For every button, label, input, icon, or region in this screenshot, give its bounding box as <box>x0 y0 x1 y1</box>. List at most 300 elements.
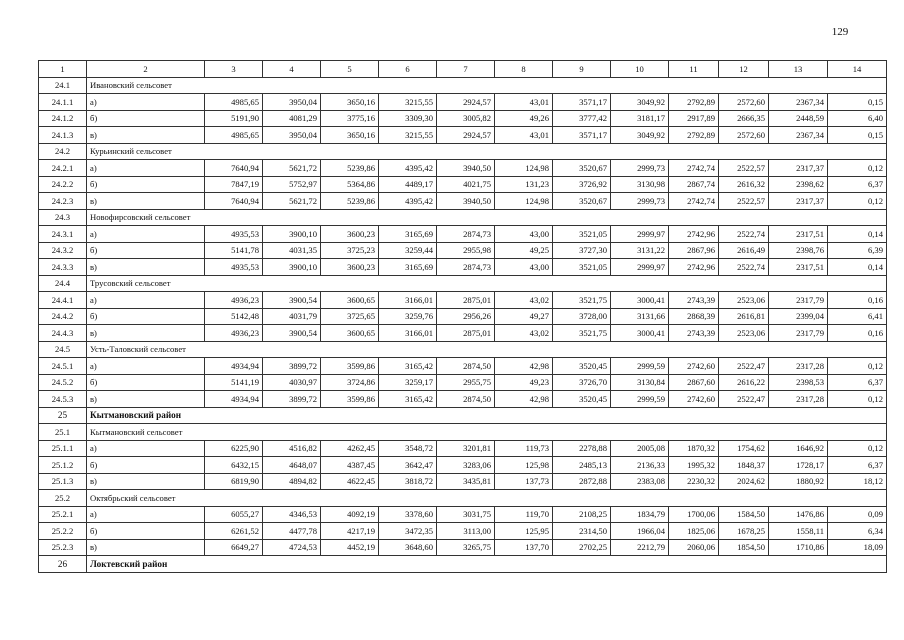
table-cell: 4346,53 <box>263 506 321 523</box>
table-row <box>39 259 887 276</box>
row-code: 25.2 <box>39 490 87 507</box>
table-cell: 0,12 <box>828 193 887 210</box>
row-option: б) <box>87 457 205 474</box>
table-cell: 0,12 <box>828 391 887 408</box>
table-cell: 4489,17 <box>379 176 437 193</box>
row-option: в) <box>87 391 205 408</box>
table-cell: 3950,04 <box>263 94 321 111</box>
table-cell: 124,98 <box>495 193 553 210</box>
table-cell: 6819,90 <box>205 473 263 490</box>
settlement-name: Кытмановский сельсовет <box>87 424 887 441</box>
table-cell: 4081,29 <box>263 110 321 127</box>
table-cell: 2999,73 <box>611 160 669 177</box>
table-cell: 3728,00 <box>553 308 611 325</box>
row-option: а) <box>87 160 205 177</box>
section-row <box>39 424 887 441</box>
table-cell: 3950,04 <box>263 127 321 144</box>
table-cell: 3571,17 <box>553 94 611 111</box>
table-cell: 49,25 <box>495 242 553 259</box>
row-code: 24.5.1 <box>39 358 87 375</box>
table-cell: 3259,44 <box>379 242 437 259</box>
table-cell: 2867,60 <box>669 374 719 391</box>
table-cell: 3166,01 <box>379 325 437 342</box>
column-header: 12 <box>719 61 769 78</box>
column-header: 5 <box>321 61 379 78</box>
table-cell: 2522,57 <box>719 160 769 177</box>
table-cell: 5142,48 <box>205 308 263 325</box>
table-cell: 3131,66 <box>611 308 669 325</box>
row-code: 24.2.1 <box>39 160 87 177</box>
table-cell: 6055,27 <box>205 506 263 523</box>
row-code: 24.4.3 <box>39 325 87 342</box>
column-header: 7 <box>437 61 495 78</box>
table-cell: 2792,89 <box>669 127 719 144</box>
table-cell: 119,70 <box>495 506 553 523</box>
column-header: 10 <box>611 61 669 78</box>
row-option: в) <box>87 259 205 276</box>
table-cell: 3166,01 <box>379 292 437 309</box>
table-cell: 2924,57 <box>437 94 495 111</box>
table-cell: 42,98 <box>495 391 553 408</box>
column-header: 14 <box>828 61 887 78</box>
district-row <box>39 407 887 424</box>
table-cell: 43,02 <box>495 325 553 342</box>
table-row <box>39 110 887 127</box>
row-code: 24.1.3 <box>39 127 87 144</box>
section-row <box>39 341 887 358</box>
table-cell: 2742,74 <box>669 160 719 177</box>
table-cell: 6,37 <box>828 374 887 391</box>
table-cell: 4387,45 <box>321 457 379 474</box>
row-option: в) <box>87 473 205 490</box>
table-cell: 4985,65 <box>205 127 263 144</box>
table-cell: 2317,28 <box>769 358 828 375</box>
table-cell: 3215,55 <box>379 94 437 111</box>
table-cell: 6261,52 <box>205 523 263 540</box>
row-option: б) <box>87 110 205 127</box>
row-code: 24.3.2 <box>39 242 87 259</box>
table-cell: 3215,55 <box>379 127 437 144</box>
column-header: 13 <box>769 61 828 78</box>
table-cell: 4021,75 <box>437 176 495 193</box>
table-cell: 0,14 <box>828 259 887 276</box>
table-cell: 2317,79 <box>769 292 828 309</box>
table-cell: 3265,75 <box>437 539 495 556</box>
table-cell: 2523,06 <box>719 292 769 309</box>
table-cell: 4985,65 <box>205 94 263 111</box>
row-code: 25.2.3 <box>39 539 87 556</box>
row-option: б) <box>87 242 205 259</box>
header-row <box>39 61 887 78</box>
table-cell: 2367,34 <box>769 94 828 111</box>
table-cell: 3165,42 <box>379 358 437 375</box>
row-code: 24.5.2 <box>39 374 87 391</box>
table-cell: 3600,65 <box>321 325 379 342</box>
table-cell: 125,95 <box>495 523 553 540</box>
row-option: в) <box>87 127 205 144</box>
row-option: а) <box>87 292 205 309</box>
table-row <box>39 226 887 243</box>
table-cell: 2999,73 <box>611 193 669 210</box>
table-cell: 2522,57 <box>719 193 769 210</box>
table-cell: 3005,82 <box>437 110 495 127</box>
table-cell: 2398,76 <box>769 242 828 259</box>
table-cell: 2742,60 <box>669 358 719 375</box>
table-cell: 125,98 <box>495 457 553 474</box>
table-cell: 3650,16 <box>321 127 379 144</box>
table-cell: 2024,62 <box>719 473 769 490</box>
row-code: 24.1.2 <box>39 110 87 127</box>
table-cell: 6,39 <box>828 242 887 259</box>
table-cell: 1825,06 <box>669 523 719 540</box>
table-cell: 2868,39 <box>669 308 719 325</box>
table-cell: 3650,16 <box>321 94 379 111</box>
table-cell: 3283,06 <box>437 457 495 474</box>
table-cell: 3000,41 <box>611 325 669 342</box>
table-cell: 6,40 <box>828 110 887 127</box>
table-row <box>39 176 887 193</box>
table-cell: 3642,47 <box>379 457 437 474</box>
table-cell: 0,09 <box>828 506 887 523</box>
table-cell: 2522,74 <box>719 226 769 243</box>
table-cell: 0,16 <box>828 325 887 342</box>
table-cell: 5191,90 <box>205 110 263 127</box>
row-code: 25.2.1 <box>39 506 87 523</box>
table-cell: 3777,42 <box>553 110 611 127</box>
table-cell: 2317,37 <box>769 160 828 177</box>
table-cell: 3725,65 <box>321 308 379 325</box>
table-row <box>39 523 887 540</box>
column-header: 2 <box>87 61 205 78</box>
table-cell: 4935,53 <box>205 226 263 243</box>
table-cell: 119,73 <box>495 440 553 457</box>
table-cell: 3520,67 <box>553 160 611 177</box>
table-cell: 4936,23 <box>205 325 263 342</box>
table-cell: 3049,92 <box>611 94 669 111</box>
table-cell: 3520,45 <box>553 391 611 408</box>
table-cell: 3818,72 <box>379 473 437 490</box>
table-cell: 2999,97 <box>611 226 669 243</box>
table-cell: 6432,15 <box>205 457 263 474</box>
table-cell: 6,34 <box>828 523 887 540</box>
table-row <box>39 358 887 375</box>
table-cell: 2874,73 <box>437 259 495 276</box>
table-cell: 3571,17 <box>553 127 611 144</box>
row-option: б) <box>87 523 205 540</box>
table-cell: 2874,50 <box>437 358 495 375</box>
table-cell: 3165,69 <box>379 259 437 276</box>
table-cell: 3031,75 <box>437 506 495 523</box>
table-cell: 3520,67 <box>553 193 611 210</box>
table-cell: 0,16 <box>828 292 887 309</box>
table-cell: 2917,89 <box>669 110 719 127</box>
table-cell: 7640,94 <box>205 193 263 210</box>
row-code: 24.2 <box>39 143 87 160</box>
tariff-table <box>38 60 887 573</box>
row-code: 24.3.1 <box>39 226 87 243</box>
table-cell: 2955,75 <box>437 374 495 391</box>
row-code: 24.4.2 <box>39 308 87 325</box>
table-cell: 4452,19 <box>321 539 379 556</box>
table-cell: 2317,37 <box>769 193 828 210</box>
table-cell: 3899,72 <box>263 391 321 408</box>
table-cell: 137,70 <box>495 539 553 556</box>
table-row <box>39 325 887 342</box>
table-cell: 3201,81 <box>437 440 495 457</box>
table-cell: 0,12 <box>828 160 887 177</box>
table-cell: 2212,79 <box>611 539 669 556</box>
table-cell: 43,02 <box>495 292 553 309</box>
table-row <box>39 473 887 490</box>
table-row <box>39 457 887 474</box>
district-row <box>39 556 887 573</box>
row-option: б) <box>87 176 205 193</box>
table-cell: 1584,50 <box>719 506 769 523</box>
table-body <box>39 61 887 573</box>
table-cell: 3521,05 <box>553 226 611 243</box>
table-cell: 3130,98 <box>611 176 669 193</box>
row-option: а) <box>87 440 205 457</box>
table-cell: 137,73 <box>495 473 553 490</box>
table-cell: 4648,07 <box>263 457 321 474</box>
table-cell: 2742,60 <box>669 391 719 408</box>
row-code: 24.2.3 <box>39 193 87 210</box>
column-header: 8 <box>495 61 553 78</box>
table-cell: 2108,25 <box>553 506 611 523</box>
row-option: в) <box>87 539 205 556</box>
table-cell: 3548,72 <box>379 440 437 457</box>
table-cell: 4477,78 <box>263 523 321 540</box>
row-code: 24.4.1 <box>39 292 87 309</box>
row-code: 24.1 <box>39 77 87 94</box>
table-cell: 3165,42 <box>379 391 437 408</box>
table-cell: 2616,32 <box>719 176 769 193</box>
table-cell: 1646,92 <box>769 440 828 457</box>
table-cell: 43,01 <box>495 94 553 111</box>
column-header: 6 <box>379 61 437 78</box>
table-cell: 2522,47 <box>719 391 769 408</box>
table-cell: 2523,06 <box>719 325 769 342</box>
table-cell: 49,26 <box>495 110 553 127</box>
table-cell: 3130,84 <box>611 374 669 391</box>
table-cell: 2924,57 <box>437 127 495 144</box>
table-cell: 2616,49 <box>719 242 769 259</box>
table-cell: 5239,86 <box>321 193 379 210</box>
table-cell: 3724,86 <box>321 374 379 391</box>
row-option: в) <box>87 325 205 342</box>
table-cell: 4395,42 <box>379 193 437 210</box>
table-cell: 6649,27 <box>205 539 263 556</box>
column-header: 1 <box>39 61 87 78</box>
table-cell: 2872,88 <box>553 473 611 490</box>
table-cell: 4934,94 <box>205 391 263 408</box>
table-cell: 42,98 <box>495 358 553 375</box>
table-cell: 5141,19 <box>205 374 263 391</box>
table-cell: 5141,78 <box>205 242 263 259</box>
table-row <box>39 374 887 391</box>
table-cell: 2875,01 <box>437 292 495 309</box>
table-cell: 4894,82 <box>263 473 321 490</box>
table-cell: 2398,53 <box>769 374 828 391</box>
table-cell: 2136,33 <box>611 457 669 474</box>
table-cell: 1870,32 <box>669 440 719 457</box>
table-cell: 0,15 <box>828 127 887 144</box>
table-cell: 3181,17 <box>611 110 669 127</box>
table-cell: 4724,53 <box>263 539 321 556</box>
table-cell: 4936,23 <box>205 292 263 309</box>
row-option: а) <box>87 226 205 243</box>
table-cell: 3725,23 <box>321 242 379 259</box>
table-cell: 5621,72 <box>263 160 321 177</box>
table-cell: 1880,92 <box>769 473 828 490</box>
table-cell: 2702,25 <box>553 539 611 556</box>
table-cell: 2317,51 <box>769 226 828 243</box>
table-cell: 3600,23 <box>321 226 379 243</box>
table-cell: 3435,81 <box>437 473 495 490</box>
table-cell: 3309,30 <box>379 110 437 127</box>
row-code: 24.3 <box>39 209 87 226</box>
table-cell: 2875,01 <box>437 325 495 342</box>
table-cell: 4092,19 <box>321 506 379 523</box>
table-row <box>39 160 887 177</box>
table-cell: 2743,39 <box>669 325 719 342</box>
table-cell: 3599,86 <box>321 391 379 408</box>
table-cell: 2398,62 <box>769 176 828 193</box>
section-row <box>39 143 887 160</box>
table-cell: 4030,97 <box>263 374 321 391</box>
table-cell: 5752,97 <box>263 176 321 193</box>
table-cell: 2278,88 <box>553 440 611 457</box>
row-code: 24.5 <box>39 341 87 358</box>
table-cell: 6,37 <box>828 457 887 474</box>
table-cell: 2867,74 <box>669 176 719 193</box>
table-cell: 4031,35 <box>263 242 321 259</box>
table-cell: 2383,08 <box>611 473 669 490</box>
table-cell: 5364,86 <box>321 176 379 193</box>
table-cell: 2956,26 <box>437 308 495 325</box>
table-cell: 1848,37 <box>719 457 769 474</box>
row-code: 24.5.3 <box>39 391 87 408</box>
table-cell: 4516,82 <box>263 440 321 457</box>
table-cell: 2867,96 <box>669 242 719 259</box>
settlement-name: Усть-Таловский сельсовет <box>87 341 887 358</box>
row-code: 25.1.1 <box>39 440 87 457</box>
table-cell: 2522,47 <box>719 358 769 375</box>
table-cell: 3113,00 <box>437 523 495 540</box>
page-number: 129 <box>831 26 849 38</box>
column-header: 4 <box>263 61 321 78</box>
row-code: 24.2.2 <box>39 176 87 193</box>
table-cell: 2230,32 <box>669 473 719 490</box>
table-row <box>39 94 887 111</box>
table-row <box>39 292 887 309</box>
table-cell: 124,98 <box>495 160 553 177</box>
table-cell: 2999,59 <box>611 391 669 408</box>
table-cell: 43,01 <box>495 127 553 144</box>
table-cell: 1995,32 <box>669 457 719 474</box>
table-cell: 2367,34 <box>769 127 828 144</box>
table-cell: 3900,10 <box>263 259 321 276</box>
table-cell: 2616,81 <box>719 308 769 325</box>
table-cell: 2742,74 <box>669 193 719 210</box>
table-cell: 3726,92 <box>553 176 611 193</box>
table-cell: 4935,53 <box>205 259 263 276</box>
row-code: 25 <box>39 407 87 424</box>
table-cell: 2572,60 <box>719 127 769 144</box>
table-cell: 3899,72 <box>263 358 321 375</box>
table-cell: 6,41 <box>828 308 887 325</box>
table-row <box>39 193 887 210</box>
district-name: Кытмановский район <box>87 407 887 424</box>
table-cell: 2572,60 <box>719 94 769 111</box>
settlement-name: Октябрьский сельсовет <box>87 490 887 507</box>
table-cell: 0,14 <box>828 226 887 243</box>
table-cell: 3599,86 <box>321 358 379 375</box>
table-cell: 1558,11 <box>769 523 828 540</box>
row-option: б) <box>87 308 205 325</box>
table-cell: 3049,92 <box>611 127 669 144</box>
table-cell: 3259,17 <box>379 374 437 391</box>
table-cell: 2448,59 <box>769 110 828 127</box>
table-cell: 2317,28 <box>769 391 828 408</box>
table-cell: 3940,50 <box>437 160 495 177</box>
row-option: а) <box>87 506 205 523</box>
table-cell: 3940,50 <box>437 193 495 210</box>
table-cell: 3900,10 <box>263 226 321 243</box>
table-cell: 1754,62 <box>719 440 769 457</box>
table-cell: 2874,50 <box>437 391 495 408</box>
table-row <box>39 539 887 556</box>
table-cell: 2742,96 <box>669 259 719 276</box>
table-cell: 3000,41 <box>611 292 669 309</box>
table-row <box>39 506 887 523</box>
table-cell: 2060,06 <box>669 539 719 556</box>
row-code: 25.1.2 <box>39 457 87 474</box>
table-cell: 6,37 <box>828 176 887 193</box>
table-cell: 2399,04 <box>769 308 828 325</box>
table-cell: 3520,45 <box>553 358 611 375</box>
table-cell: 4262,45 <box>321 440 379 457</box>
row-code: 25.2.2 <box>39 523 87 540</box>
table-cell: 2317,79 <box>769 325 828 342</box>
table-cell: 1728,17 <box>769 457 828 474</box>
table-cell: 2874,73 <box>437 226 495 243</box>
table-cell: 1678,25 <box>719 523 769 540</box>
district-name: Локтевский район <box>87 556 887 573</box>
table-cell: 1700,06 <box>669 506 719 523</box>
table-row <box>39 242 887 259</box>
table-cell: 2999,97 <box>611 259 669 276</box>
table-cell: 4622,45 <box>321 473 379 490</box>
table-cell: 3726,70 <box>553 374 611 391</box>
table-cell: 0,12 <box>828 440 887 457</box>
column-header: 9 <box>553 61 611 78</box>
table-cell: 3727,30 <box>553 242 611 259</box>
settlement-name: Ивановский сельсовет <box>87 77 887 94</box>
table-cell: 2317,51 <box>769 259 828 276</box>
row-option: а) <box>87 94 205 111</box>
table-cell: 2314,50 <box>553 523 611 540</box>
table-cell: 3259,76 <box>379 308 437 325</box>
settlement-name: Курьинский сельсовет <box>87 143 887 160</box>
row-code: 24.4 <box>39 275 87 292</box>
table-cell: 49,27 <box>495 308 553 325</box>
table-cell: 2742,96 <box>669 226 719 243</box>
table-cell: 5621,72 <box>263 193 321 210</box>
table-cell: 2955,98 <box>437 242 495 259</box>
row-code: 24.1.1 <box>39 94 87 111</box>
settlement-name: Новофирсовский сельсовет <box>87 209 887 226</box>
